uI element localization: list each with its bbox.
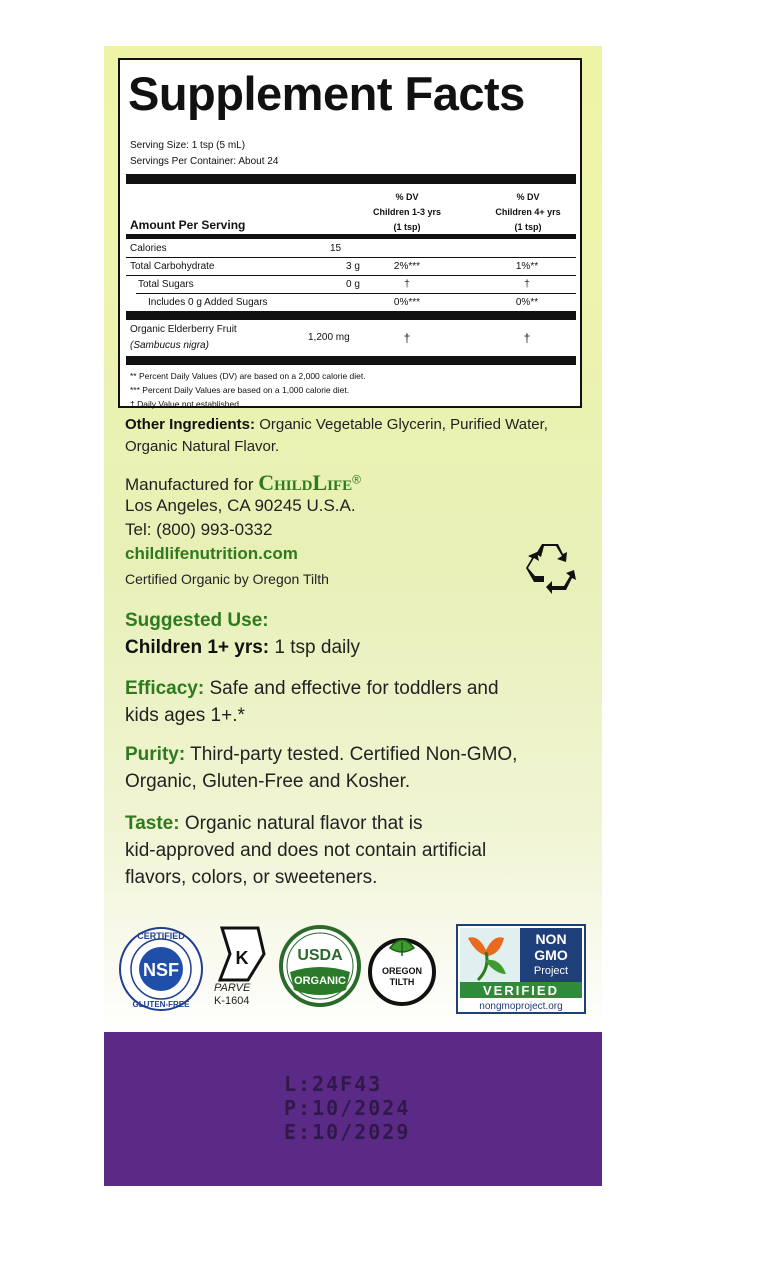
row-name: Calories: [130, 243, 167, 254]
efficacy-line: Efficacy: Safe and effective for toddlers and: [125, 678, 499, 699]
medium-rule: [126, 234, 576, 239]
nongmo-text-2: GMO: [534, 947, 568, 963]
kosher-letter: K: [235, 948, 249, 968]
row-dv2: 0%**: [515, 297, 539, 308]
row-amount: 3 g: [346, 261, 360, 272]
row-dv1: 0%***: [393, 297, 421, 308]
row-dv1: 2%***: [393, 261, 421, 272]
row-rule: [136, 293, 576, 294]
col2-header: % DV Children 4+ yrs (1 tsp): [495, 192, 561, 232]
servings-per-container: Servings Per Container: About 24: [130, 156, 279, 167]
address: Los Angeles, CA 90245 U.S.A.: [125, 496, 356, 515]
row-dv2: †: [523, 331, 531, 345]
certified-organic: Certified Organic by Oregon Tilth: [125, 571, 329, 587]
taste-line-2: kid-approved and does not contain artificial: [125, 840, 487, 861]
footnote: ** Percent Daily Values (DV) are based on a 2,000 calorie diet.: [130, 371, 366, 381]
row-amount: 0 g: [346, 279, 360, 290]
row-dv1: †: [404, 279, 410, 290]
purity-line: Purity: Third-party tested. Certified Non-GMO,: [125, 744, 518, 765]
nongmo-text-1: NON: [535, 931, 567, 947]
row-name: Includes 0 g Added Sugars: [148, 297, 268, 308]
col1-header: % DV Children 1-3 yrs (1 tsp): [372, 192, 442, 232]
serving-size: Serving Size: 1 tsp (5 mL): [130, 140, 246, 151]
childlife-logo: ChildLife: [258, 470, 353, 495]
row-name-latin: (Sambucus nigra): [130, 340, 209, 351]
production-date: P:10/2024: [284, 1096, 411, 1120]
kosher-code: K-1604: [214, 995, 250, 1007]
suggested-use-heading: Suggested Use:: [125, 610, 269, 631]
row-rule: [126, 275, 576, 276]
product-label-panel: [104, 46, 602, 1186]
recycle-icon: [522, 542, 578, 594]
usda-organic-logo: [278, 924, 362, 1008]
nsf-bottom-text: GLUTEN-FREE: [132, 1000, 190, 1009]
row-name: Total Carbohydrate: [130, 261, 215, 272]
tilth-text-2: TILTH: [389, 977, 415, 987]
thick-rule: [126, 311, 576, 320]
nongmo-text-3: Project: [533, 965, 569, 977]
thick-rule: [126, 356, 576, 365]
footnote: † Daily Value not established.: [130, 399, 242, 409]
facts-title: Supplement Facts: [128, 67, 525, 120]
nongmo-verified-text: VERIFIED: [483, 983, 559, 998]
row-amount: 1,200 mg: [308, 332, 350, 343]
nongmo-url-text: nongmoproject.org: [479, 1001, 563, 1012]
other-ingredients: Other Ingredients: Organic Vegetable Glycerin, Purified Water,: [125, 416, 548, 433]
supplement-facts-panel: [118, 58, 582, 408]
taste-line-3: flavors, colors, or sweeteners.: [125, 867, 378, 888]
purple-band: [104, 1032, 602, 1186]
row-dv1: †: [403, 331, 411, 345]
manufacturer-line: Manufactured for ChildLife®: [125, 470, 362, 495]
purity-line-2: Organic, Gluten-Free and Kosher.: [125, 771, 411, 792]
row-name: Organic Elderberry Fruit: [130, 324, 237, 335]
nsf-top-text: CERTIFIED: [137, 931, 185, 941]
efficacy-line-2: kids ages 1+.*: [125, 705, 245, 726]
usda-top-text: USDA: [297, 947, 343, 964]
thick-rule: [126, 174, 576, 184]
row-rule: [126, 257, 576, 258]
kosher-parve: PARVE: [214, 982, 251, 994]
expiry-date: E:10/2029: [284, 1120, 411, 1144]
oregon-tilth-logo: [368, 930, 440, 1006]
usda-bottom-text: ORGANIC: [294, 975, 346, 987]
lot-code: L:24F43: [284, 1072, 383, 1096]
row-amount: 15: [330, 243, 342, 254]
other-ingredients-cont: Organic Natural Flavor.: [125, 438, 280, 455]
tilth-text-1: OREGON: [381, 966, 423, 976]
row-dv2: †: [524, 279, 530, 290]
website-link[interactable]: childlifenutrition.com: [125, 544, 298, 563]
row-name: Total Sugars: [138, 279, 194, 290]
nsf-center-text: NSF: [143, 960, 179, 980]
non-gmo-verified-logo: [456, 924, 586, 1014]
brand-registered-mark: ®: [352, 472, 362, 487]
phone: Tel: (800) 993-0332: [125, 520, 273, 539]
footnote: *** Percent Daily Values are based on a 1,000 calorie diet.: [130, 385, 350, 395]
nsf-gluten-free-logo: [118, 926, 204, 1012]
amount-header: Amount Per Serving: [130, 218, 246, 232]
taste-line: Taste: Organic natural flavor that is: [125, 813, 423, 834]
suggested-use-line: Children 1+ yrs: 1 tsp daily: [125, 637, 360, 658]
kosher-logo: [212, 924, 272, 984]
row-dv2: 1%**: [515, 261, 539, 272]
